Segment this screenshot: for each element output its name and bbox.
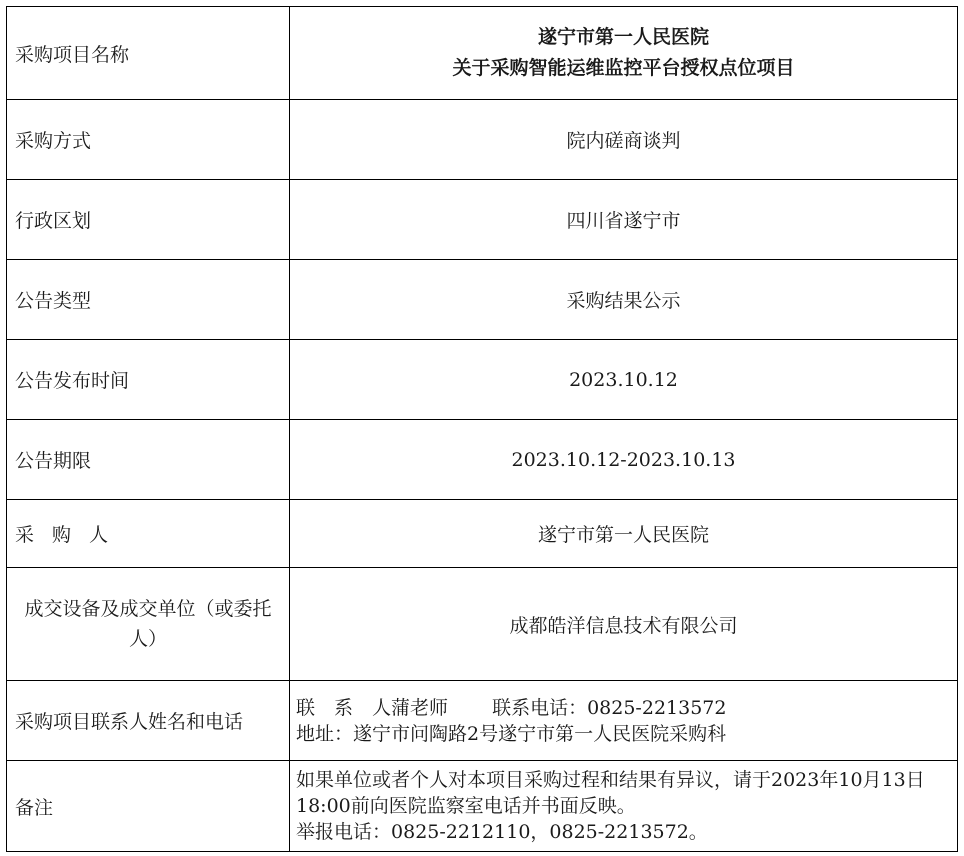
procurement-result-table [6, 6, 958, 852]
address-line [296, 721, 957, 747]
row-contact [7, 681, 958, 761]
purchaser-label [7, 500, 290, 568]
notice-type-value: 采购结果公示 [290, 260, 958, 340]
method-value: 院内磋商谈判 [290, 100, 958, 180]
remarks-label: 备注 [7, 761, 290, 852]
contact-phone-label: 联系电话： [492, 696, 588, 719]
row-project-name [7, 7, 958, 100]
purchaser-label-char1: 采 [15, 524, 35, 546]
row-region [7, 180, 958, 260]
report-phone-label: 举报电话： [296, 821, 392, 843]
address-value: 遂宁市问陶路2号遂宁市第一人民医院采购科 [353, 722, 727, 745]
project-name-line1: 遂宁市第一人民医院 [537, 26, 709, 48]
region-label: 行政区划 [7, 180, 290, 260]
purchaser-label-char3: 人 [89, 524, 109, 546]
row-publish-time [7, 340, 958, 420]
contact-person-label-char1: 联 [296, 696, 316, 719]
remarks-text: 如果单位或者个人对本项目采购过程和结果有异议，请于2023年10月13日18:00前向医院监察室电话并书面反映。 [296, 769, 925, 817]
address-label: 地址： [296, 722, 354, 745]
purchaser-label-char2: 购 [52, 524, 72, 546]
contact-line [296, 695, 957, 721]
winner-label: 成交设备及成交单位（或委托人） [7, 568, 290, 681]
report-phones: 0825-2212110，0825-2213572。 [391, 821, 708, 843]
row-period [7, 420, 958, 500]
contact-person-name: 蒲老师 [391, 696, 449, 719]
row-notice-type [7, 260, 958, 340]
project-name-value [290, 7, 958, 100]
contact-person-label-char2: 系 [334, 696, 354, 719]
method-label: 采购方式 [7, 100, 290, 180]
publish-time-label: 公告发布时间 [7, 340, 290, 420]
contact-value [290, 681, 958, 761]
row-winner [7, 568, 958, 681]
row-remarks [7, 761, 958, 852]
period-label: 公告期限 [7, 420, 290, 500]
project-name-label: 采购项目名称 [7, 7, 290, 100]
contact-phone: 0825-2213572 [587, 696, 727, 719]
contact-person-label-char3: 人 [372, 696, 392, 719]
row-method [7, 100, 958, 180]
publish-time-value: 2023.10.12 [290, 340, 958, 420]
contact-label: 采购项目联系人姓名和电话 [7, 681, 290, 761]
purchaser-value: 遂宁市第一人民医院 [290, 500, 958, 568]
row-purchaser [7, 500, 958, 568]
region-value: 四川省遂宁市 [290, 180, 958, 260]
project-name-line2: 关于采购智能运维监控平台授权点位项目 [452, 57, 795, 79]
winner-value: 成都皓洋信息技术有限公司 [290, 568, 958, 681]
remarks-value [290, 761, 958, 852]
period-value: 2023.10.12-2023.10.13 [290, 420, 958, 500]
notice-type-label: 公告类型 [7, 260, 290, 340]
